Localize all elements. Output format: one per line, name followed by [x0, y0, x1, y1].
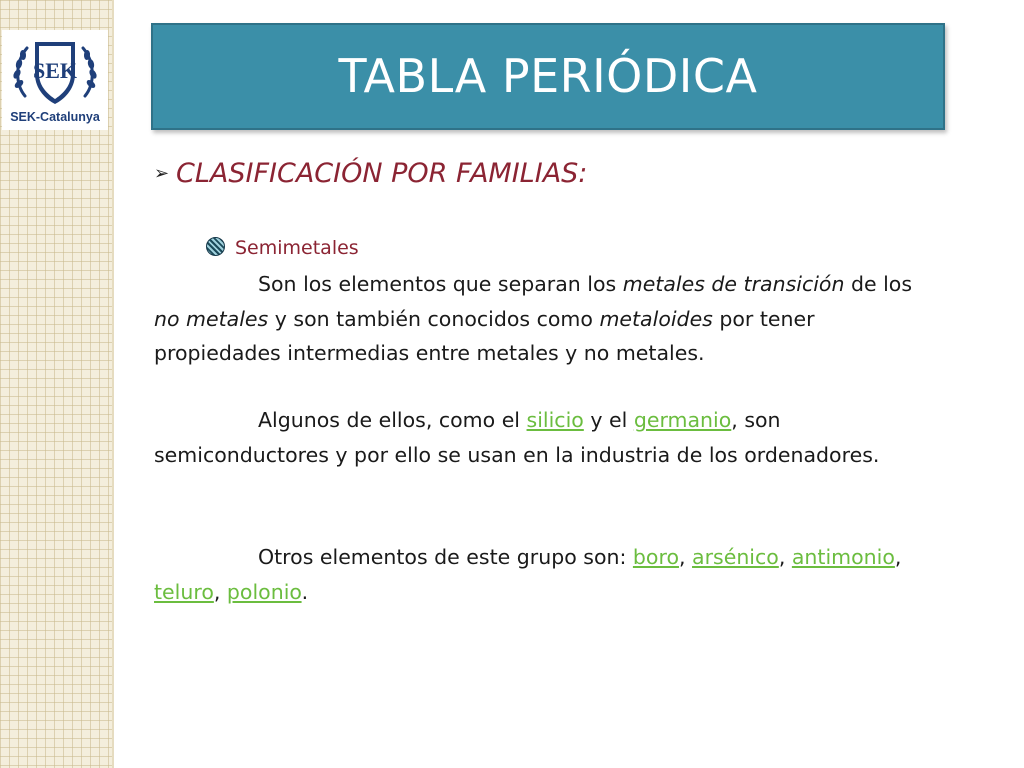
- italic-term: metaloides: [599, 306, 713, 331]
- link-polonio[interactable]: polonio: [226, 579, 302, 604]
- text-run: de los: [844, 272, 913, 296]
- text-run: Son los elementos que separan los: [258, 272, 623, 296]
- title-banner: [151, 23, 945, 130]
- text-run: y son también conocidos como: [268, 306, 600, 331]
- link-arsenico[interactable]: arsénico: [692, 545, 779, 569]
- logo-caption: SEK-Catalunya: [10, 110, 100, 124]
- paragraph-semiconductors: [154, 403, 944, 472]
- link-germanio[interactable]: germanio: [633, 408, 732, 432]
- separator: ,: [678, 545, 693, 569]
- subsection-heading: [206, 237, 359, 259]
- text-run: por tener propiedades intermedias entre metales y no metales.: [154, 306, 815, 365]
- paragraph-other-elements: [154, 540, 944, 609]
- text-run: y el: [583, 408, 634, 432]
- subsection-title: Semimetales: [235, 237, 359, 259]
- separator: ,: [894, 545, 902, 569]
- decorative-side-strip: [0, 0, 114, 768]
- logo-monogram: SEK: [32, 58, 78, 83]
- link-teluro[interactable]: teluro: [154, 579, 214, 604]
- text-run: Otros elementos de este grupo son:: [258, 545, 633, 569]
- section-heading-text: CLASIFICACIÓN POR FAMILIAS:: [176, 158, 588, 189]
- paragraph-definition: [154, 267, 944, 371]
- section-heading: [154, 158, 587, 189]
- slide-title: TABLA PERIÓDICA: [338, 49, 758, 103]
- link-silicio[interactable]: silicio: [526, 408, 584, 432]
- link-antimonio[interactable]: antimonio: [791, 545, 895, 569]
- arrow-bullet-icon: ➢: [154, 163, 170, 184]
- italic-term: metales de transición: [622, 272, 845, 296]
- separator: ,: [213, 579, 227, 604]
- school-logo: [2, 30, 108, 130]
- text-run: Algunos de ellos, como el: [258, 408, 527, 432]
- sphere-bullet-icon: [206, 237, 225, 256]
- italic-term: no metales: [154, 306, 269, 331]
- separator: ,: [778, 545, 792, 569]
- text-run: .: [301, 579, 309, 604]
- link-boro[interactable]: boro: [632, 545, 679, 569]
- sek-emblem-icon: [7, 34, 103, 110]
- text-run: , son semiconductores y por ello se usan en la industria de los ordenadores.: [154, 408, 880, 467]
